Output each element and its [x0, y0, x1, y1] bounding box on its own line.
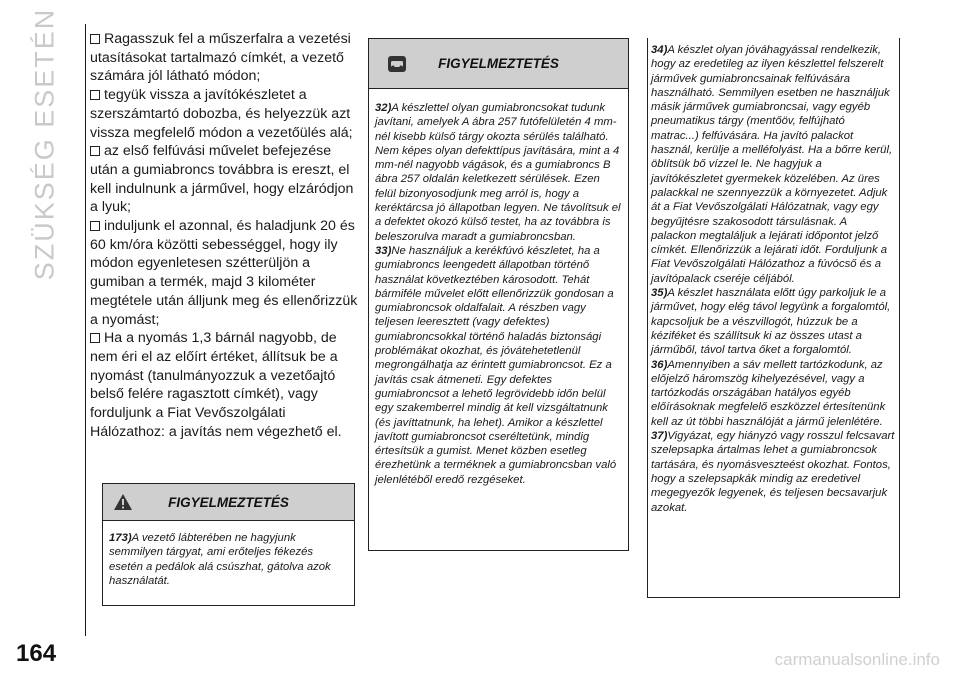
- checkbox-icon: [90, 34, 100, 44]
- warning-paragraph: 36)Amennyiben a sáv mellett tartózkodunk, az előjelző háromszög kihelyezésével, vagy a tartózkodás országában hatályos egyéb előírásoknak megfelelő eszközzel értesítenünk kell az út többi használóját a jármű jelenlétére.: [651, 358, 886, 428]
- checkbox-icon: [90, 221, 100, 231]
- warning-body: [369, 89, 628, 493]
- warning-box-left: [102, 483, 355, 606]
- car-warning-icon: [387, 55, 407, 73]
- warning-header: [103, 484, 354, 521]
- warning-triangle-icon: [113, 493, 133, 511]
- list-item: induljunk el azonnal, és haladjunk 20 és 60 km/óra közötti sebességgel, hogy ily módon egyenletesen szétterüljön a gumiban a termék, majd 3 kilométer megtétele után álljunk meg és ellenőrizzük a nyomást;: [90, 218, 358, 328]
- checkbox-icon: [90, 146, 100, 156]
- warning-paragraph: 34)A készlet olyan jóváhagyással rendelkezik, hogy az eredetileg az ilyen készlettel felszerelt járművek gumiabroncsainak felfúvására használható. Semmilyen esetben ne használjuk másik járművek gumiabroncsai, vagy egyéb pneumatikus tárgy (mentőöv, felfújható matrac...) felfúvására. Ha javító palackot használ, kerülje a melléfolyást. Ha a bőrre kerül, öblítsük bő vízzel le. Ne hagyjuk a javítókészletet gyermekek közelében. Az üres palackkal ne szennyezzük a környezetet. Adjuk át a Fiat Vevőszolgálati Hálózatnak, vagy egy begyűjtésre szakosodott társulásnak. A palackon megtaláljuk a lejárati időpontot jelző címkét. Ellenőrizzük a lejárati időt. Forduljunk a Fiat Vevőszolgálati Hálózathoz a fúvócső és a javítópalack cseréje céljából.: [651, 44, 893, 285]
- warning-paragraph: 37)Vigyázat, egy hiányzó vagy rosszul felcsavart szelepsapka ártalmas lehet a gumiabroncsok tartására, és nyomásveszteést okozhat. Fontos, hogy a szelepsapkák mindig az eredetivel megegyezők legyenek, és teljesen becsavarjuk azokat.: [651, 430, 895, 514]
- list-item: az első felfúvási művelet befejezése után a gumiabroncs továbbra is ereszt, el kell indulnunk a járművel, hogy elzáródjon a lyuk;: [90, 143, 354, 216]
- left-rule: [85, 24, 86, 636]
- warning-paragraph: 35)A készlet használata előtt úgy parkoljuk le a járművet, hogy elég távol legyünk a forgalomtól, kapcsoljuk be a vészvillogót, húzzuk be a kéziféket és szállítsuk ki az összes utast a járműből, távol tartva őket a forgalomtól.: [651, 287, 891, 357]
- warning-title: FIGYELMEZTETÉS: [168, 494, 289, 510]
- watermark: carmanualsonline.info: [774, 650, 940, 669]
- side-title: [28, 7, 62, 281]
- warning-box-middle: [368, 38, 629, 551]
- side-title-text: SZÜKSÉG ESETÉN: [29, 7, 60, 281]
- instructions-column: [90, 30, 358, 441]
- checkbox-icon: [90, 333, 100, 343]
- page-number: 164: [16, 640, 57, 667]
- warning-header: [369, 39, 628, 89]
- warning-continuation: [651, 43, 895, 515]
- warning-paragraph: 33)Ne használjuk a kerékfúvó készletet, ha a gumiabroncs leengedett állapotban történő használat következtében károsodott. Tehát bármiféle művelet előtt ellenőrizzük gondosan a gumiabroncsok oldalfalait. A részben vagy teljesen leeresztett (vagy defektes) gumiabroncsokkal történő haladás biztonsági problémákat okozhat, és jóvátehetetlenül megrongálhatja az érintett gumiabroncsot. Ez a javítás csak átmeneti. Egy defektes gumiabroncsot a lehető legrövidebb időn belül egy szakemberrel mindig át kell vizsgáltatnunk (és javíttatnunk, ha lehet). Amikor a készlettel javított gumiabroncsot cseréltetünk, mindig értesítsük a gumist. Menet közben esetleg érezhetünk a terméknek a gumiabroncsban való jelenlétéből eredő rezgéseket.: [375, 244, 617, 486]
- list-item: tegyük vissza a javítókészletet a szerszámtartó dobozba, és helyezzük azt vissza megfelelő módon a vezetőülés alá;: [90, 87, 353, 141]
- warning-paragraph: 32)A készlettel olyan gumiabroncsokat tudunk javítani, amelyek A ábra 257 futófelületén 4 mm-nél kisebb külső tárgy okozta sérülés található. Nem képes olyan defekttípus javítására, mint a 4 mm-nél nagyobb vágások, és a gumiabroncs B ábra 257 oldalán keletkezett sérülések. Ezen felül bizonyosodjunk meg arról is, hogy a keréktárcsa jó állapotban legyen. Ne távolítsuk el a defektet okozó külső testet, ha az továbbra is beleszorulva maradt a gumiabroncsban.: [375, 102, 621, 243]
- warning-paragraph: 173)A vezető lábterében ne hagyjunk semmilyen tárgyat, ami erőteljes fékezés esetén a pedálok alá csúszhat, gátolva azok használatát.: [109, 532, 331, 587]
- list-item: Ha a nyomás 1,3 bárnál nagyobb, de nem éri el az előírt értéket, állítsuk be a nyomást (tanulmányozzuk a vezetőajtó belső felére ragasztott címkét), vagy forduljunk a Fiat Vevőszolgálati Hálózathoz: a javítás nem végezhető el.: [90, 330, 342, 440]
- warning-body: [103, 521, 354, 594]
- checkbox-icon: [90, 90, 100, 100]
- warning-title: FIGYELMEZTETÉS: [438, 56, 559, 71]
- list-item: Ragasszuk fel a műszerfalra a vezetési utasításokat tartalmazó címkét, a vezető számára jól látható módon;: [90, 31, 351, 85]
